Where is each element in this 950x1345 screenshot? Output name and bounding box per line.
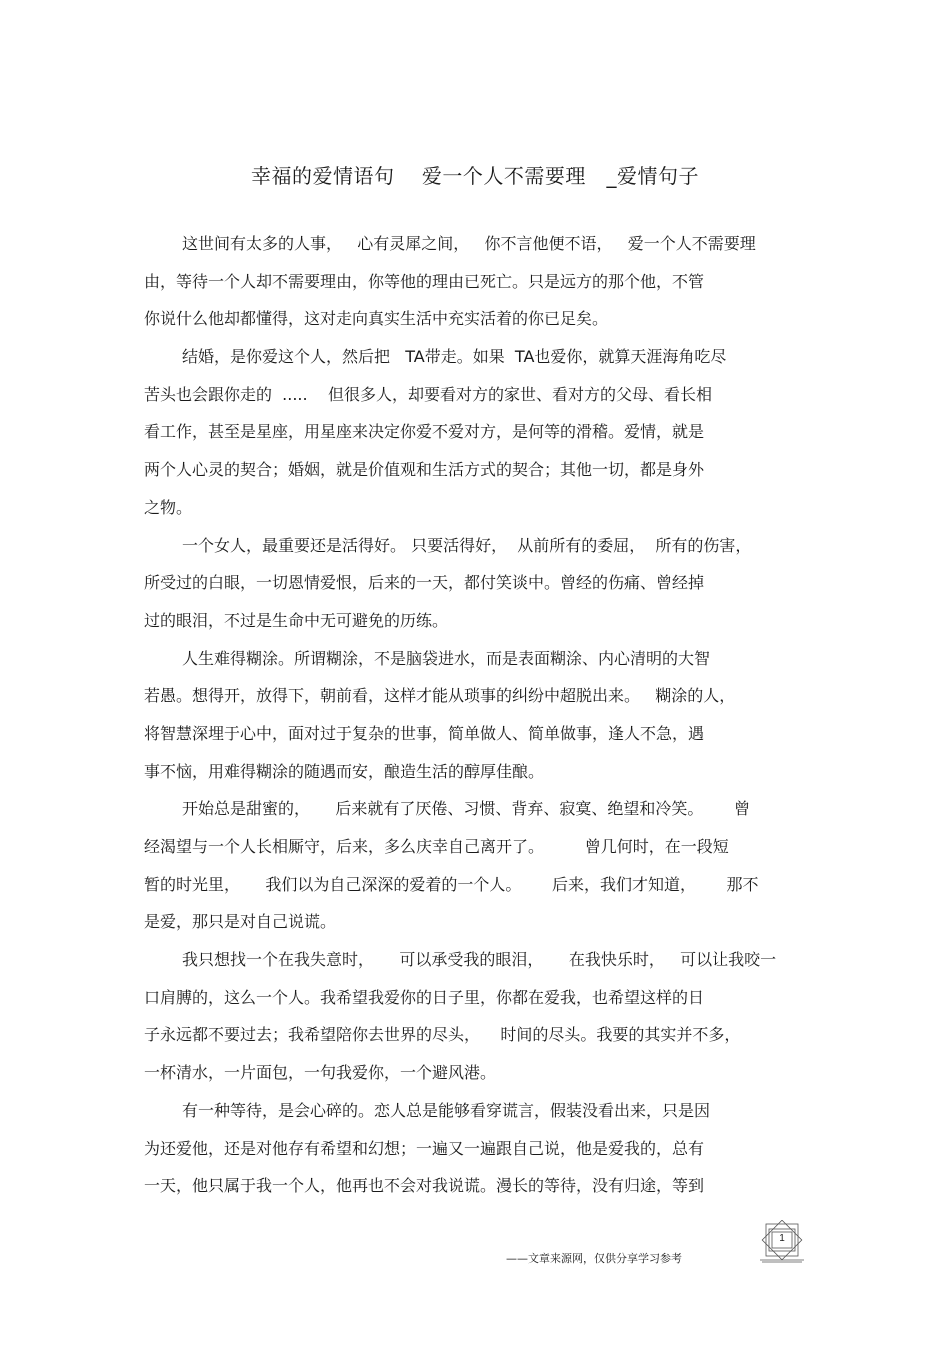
- paragraph-line: 若愚。想得开，放得下，朝前看，这样才能从琐事的纠纷中超脱出来。 糊涂的人，: [144, 686, 736, 706]
- paragraph-line: 我只想找一个在我失意时， 可以承受我的眼泪， 在我快乐时， 可以让我咬一: [182, 950, 777, 970]
- paragraph: [144, 1092, 809, 1205]
- paragraph-line: 过的眼泪，不过是生命中无可避免的历练。: [144, 610, 449, 630]
- paragraph-line: 两个人心灵的契合；婚姻，就是价值观和生活方式的契合；其他一切，都是身外: [144, 460, 705, 480]
- paragraph-line: 子永远都不要过去；我希望陪你去世界的尽头， 时间的尽头。我要的其实并不多，: [144, 1025, 741, 1045]
- document-title: 幸福的爱情语句 爱一个人不需要理 _爱情句子: [250, 164, 699, 188]
- paragraph-line: 一个女人，最重要还是活得好。 只要活得好， 从前所有的委屈， 所有的伤害，: [182, 535, 752, 555]
- paragraph: [144, 338, 809, 526]
- page-number-badge: [758, 1220, 806, 1264]
- paragraph-line: 之物。: [144, 497, 193, 517]
- paragraph-line: 开始总是甜蜜的， 后来就有了厌倦、习惯、背弃、寂寞、绝望和冷笑。 曾: [182, 799, 750, 819]
- paragraph-line: 为还爱他，还是对他存有希望和幻想；一遍又一遍跟自己说，他是爱我的，总有: [144, 1138, 705, 1158]
- paragraph-line: 你说什么他却都懂得，这对走向真实生活中充实活着的你已足矣。: [144, 309, 609, 329]
- paragraph-line: 口肩膊的，这么一个人。我希望我爱你的日子里，你都在爱我，也希望这样的日: [144, 987, 705, 1007]
- page-number: 1: [779, 1233, 785, 1244]
- paragraph: [144, 640, 809, 791]
- paragraph: [144, 527, 809, 640]
- paragraph-line: 一天，他只属于我一个人，他再也不会对我说谎。漫长的等待，没有归途，等到: [144, 1176, 705, 1196]
- paragraph-line: 是爱，那只是对自己说谎。: [144, 912, 337, 932]
- paragraph-line: 所受过的白眼，一切恩情爱恨，后来的一天，都付笑谈中。曾经的伤痛、曾经掉: [144, 573, 705, 593]
- paragraph-line: 人生难得糊涂。所谓糊涂，不是脑袋进水，而是表面糊涂、内心清明的大智: [182, 648, 711, 668]
- paragraph-line: 有一种等待，是会心碎的。恋人总是能够看穿谎言，假装没看出来，只是因: [182, 1100, 711, 1120]
- document-body: [144, 225, 809, 1205]
- paragraph-line: 一杯清水，一片面包，一句我爱你，一个避风港。: [144, 1063, 497, 1083]
- paragraph-line: 看工作，甚至是星座，用星座来决定你爱不爱对方，是何等的滑稽。爱情，就是: [144, 422, 705, 442]
- paragraph: [144, 790, 809, 941]
- paragraph-line: 苦头也会跟你走的 ..... 但很多人，却要看对方的家世、看对方的父母、看长相: [144, 384, 712, 404]
- paragraph: [144, 225, 809, 338]
- paragraph-line: 经渴望与一个人长相厮守，后来，多么庆幸自己离开了。 曾几何时，在一段短: [144, 837, 729, 856]
- paragraph-line: 这世间有太多的人事， 心有灵犀之间， 你不言他便不语， 爱一个人不需要理: [182, 234, 756, 253]
- paragraph-line: 事不恼，用难得糊涂的随遇而安，酿造生活的醇厚佳酿。: [144, 761, 545, 781]
- paragraph-line: 暂的时光里， 我们以为自己深深的爱着的一个人。 后来，我们才知道， 那不: [144, 874, 759, 894]
- footer-source-note: ——文章来源网，仅供分享学习参考: [506, 1252, 682, 1265]
- paragraph: [144, 941, 809, 1092]
- paragraph-line: 结婚，是你爱这个人，然后把 TA带走。如果 TA也爱你，就算天涯海角吃尽: [182, 347, 727, 367]
- paragraph-line: 将智慧深埋于心中，面对过于复杂的世事，简单做人、简单做事，逢人不急，遇: [144, 723, 705, 743]
- paragraph-line: 由，等待一个人却不需要理由，你等他的理由已死亡。只是远方的那个他，不管: [144, 271, 705, 291]
